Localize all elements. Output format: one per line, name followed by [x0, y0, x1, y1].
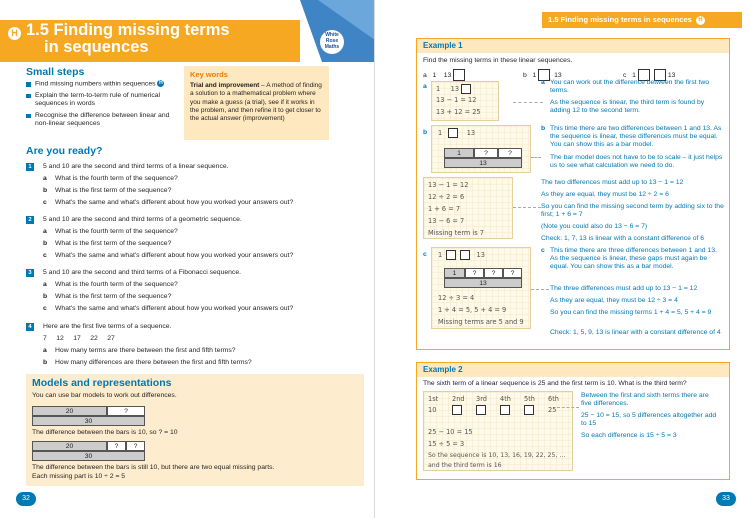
working-c: 1 13 1 ? ? ? 13 12 ÷ 3 = 4 1 + 4 = 5, 5 + 4 = 9 Missing terms are 5 and 9 — [431, 247, 531, 329]
example-2-intro: The sixth term of a linear sequence is 25 and the first term is 10. What is the third term? — [423, 380, 687, 387]
example-1-heading: Example 1 — [417, 39, 729, 53]
answer-box — [500, 405, 510, 415]
explain-b-2: The bar model does not have to be to scale – it just helps us to see what calculation we need to do. — [550, 154, 723, 169]
bar-model-1-bottom: 30 — [32, 416, 145, 426]
example-1-part-b: b 1 13 — [523, 69, 562, 81]
working-b-bar: 1 13 1 ? ? 13 — [431, 125, 531, 173]
question-3c: c What's the same and what's different about how you worked your answers out? — [43, 305, 294, 312]
bar-model-2-missing-2: ? — [126, 441, 145, 451]
page-spine — [374, 0, 375, 518]
explain-b-7: Check: 1, 7, 13 is linear with a constant difference of 6 — [541, 235, 705, 242]
question-1a: a What is the fourth term of the sequence? — [43, 175, 178, 182]
title-line-2: in sequences — [44, 38, 149, 56]
example-1-part-a: a 1 13 — [423, 69, 467, 81]
are-you-ready-heading: Are you ready? — [26, 145, 103, 157]
explain-b-1: This time there are two differences between 1 and 13. As the sequence is linear, these differences must be equal. You can show this as a bar model. — [550, 125, 722, 148]
explain-c-2: The three differences must add up to 13 − 1 = 12 — [550, 285, 698, 292]
question-2a: a What is the fourth term of the sequence? — [43, 228, 178, 235]
explain-b-4: As they are equal, they must be 12 ÷ 2 = 6 — [541, 191, 669, 198]
question-1c: c What's the same and what's different about how you worked your answers out? — [43, 199, 294, 206]
answer-box — [460, 250, 470, 260]
answer-box — [476, 405, 486, 415]
explain-b-6: (Note you could also do 13 − 6 = 7) — [541, 223, 648, 230]
models-text-1: The difference between the bars is 10, so ? = 10 — [32, 429, 178, 436]
answer-box — [452, 405, 462, 415]
example-1-part-c: c 1 13 — [623, 69, 675, 81]
explain-c-4: So you can find the missing terms 1 + 4 = 5, 5 + 4 = 9 — [550, 309, 712, 316]
models-heading: Models and representations — [32, 377, 172, 389]
answer-box — [524, 405, 534, 415]
bar-model-2-missing-1: ? — [107, 441, 126, 451]
small-steps-list — [26, 80, 181, 132]
answer-box — [461, 84, 471, 94]
white-rose-logo: White Rose Maths — [320, 30, 344, 54]
answer-box — [448, 128, 458, 138]
bar-model-1-top: 20 — [32, 406, 107, 416]
key-words-definition: Trial and improvement – A method of finding a solution to a mathematical problem where you make a guess (a trial), see if it works in the problem, and then refine it to get closer to the actual answer (improvement) — [190, 82, 322, 123]
question-4b: b How many differences are there between the first and fifth terms? — [43, 359, 252, 366]
answer-box — [453, 69, 465, 81]
example-1-box: Example 1 Find the missing terms in these linear sequences. a 1 13 b 1 13 c 1 13 a 1 13 13 − 1 = 12 13 + 12 = 25 a You can work out the difference between the first two terms. As the sequence is linear, the third term is found by adding 12 to the second term. b 1 13 1 ? ? 13 b This time there are two differences between 1 and 13. As the sequence is linear, these differences must be equal. You can show this as a bar model. The bar model does not have to be to scale – it just helps us to see what calculation we need to do. 13 − 1 = 12 12 ÷ 2 = 6 1 + 6 = 7 13 − 6 = 7 Missing term is 7 The two differences must add up to 13 − 1 = 12 As they are equal, they must be 12 ÷ 2 = 6 So you can find the missing second term by adding six to the first; 1 + 6 = 7 (Note you could also do 13 − 6 = 7) Check: 1, 7, 13 is linear with a constant difference of 6 c 1 13 1 ? ? ? 13 12 ÷ 3 = 4 1 + 4 = 5, 5 + 4 = 9 Missing terms are 5 and 9 c This time there are three differences between 1 and 13. As the sequence is linear, these gaps must again be equal. You can show this as a bar model. The three differences must add up to 13 − 1 = 12 As they are equal, they must be 12 ÷ 3 = 4 So you can find the missing terms 1 + 4 = 5, 5 + 4 = 9 Check: 1, 5, 9, 13 is linear with a constant difference of 4 — [416, 38, 730, 350]
question-2c: c What's the same and what's different about how you worked your answers out? — [43, 252, 294, 259]
explain-c-1: This time there are three differences between 1 and 13. As the sequence is linear, these gaps must again be equal. You can show this as a bar model. — [550, 247, 717, 270]
models-text-2: The difference between the bars is still 10, but there are two equal missing parts. — [32, 464, 275, 471]
question-3b: b What is the first term of the sequence? — [43, 293, 172, 300]
page-number-right: 33 — [716, 492, 736, 506]
explain-a-1: You can work out the difference between the first two terms. — [550, 79, 710, 94]
explain-2-1: Between the first and sixth terms there are five differences. — [581, 392, 709, 407]
key-words-box — [184, 66, 329, 140]
question-2b: b What is the first term of the sequence? — [43, 240, 172, 247]
models-representations-box — [26, 374, 364, 486]
left-page: H 1.5 Finding missing terms in sequences White Rose Maths Small steps Find missing numbers within sequences H Explain the term-to-term rule of numerical sequences in words Recognise the difference between linear and non-linear sequences Key words Trial and improvement – A method of finding a solution to a mathematical problem where you make a guess (a trial), see if it works in the problem, and then refine it to get closer to the actual answer (improvement) Are you ready? 1 5 and 10 are the second and third terms of a linear sequence. a What is the fourth term of the sequence? b What is the first term of the sequence? c What's the same and what's different about how you worked your answers out? 2 5 and 10 are the second and third terms of a geometric sequence. a What is the fourth term of the sequence? b What is the first term of the sequence? c What's the same and what's different about how you worked your answers out? 3 5 and 10 are the second and third terms of a Fibonacci sequence. a What is the fourth term of the sequence? b What is the first term of the sequence? c What's the same and what's different about how you worked your answers out? 4 Here are the first five terms of a sequence. 7 12 17 22 27 a How many terms are there between the first and fifth terms? b How many differences are there between the first and fifth terms? Models and representations You can use bar models to work out differences. 20 ? 30 The difference between the bars is 10, so ? = 10 20 ? ? 30 The difference between the bars is still 10, but there are two equal missing parts. Each missing part is 10 ÷ 2 = 5 32 — [0, 0, 375, 518]
working-b-calc: 13 − 1 = 12 12 ÷ 2 = 6 1 + 6 = 7 13 − 6 = 7 Missing term is 7 — [423, 177, 513, 239]
answer-box — [446, 250, 456, 260]
explain-c-3: As they are equal, they must be 12 ÷ 3 = 4 — [550, 297, 678, 304]
models-intro: You can use bar models to work out differences. — [32, 392, 177, 399]
question-3a: a What is the fourth term of the sequence? — [43, 281, 178, 288]
bar-model-1-missing: ? — [107, 406, 145, 416]
question-4-sequence: 7 12 17 22 27 — [43, 335, 115, 342]
example-2-box — [416, 362, 730, 480]
explain-a-2: As the sequence is linear, the third term is found by adding 12 to the second term. — [550, 99, 705, 114]
question-4a: a How many terms are there between the first and fifth terms? — [43, 347, 236, 354]
working-a: 1 13 13 − 1 = 12 13 + 12 = 25 — [431, 81, 499, 121]
example-1-intro: Find the missing terms in these linear sequences. — [423, 57, 573, 64]
page-number-left: 32 — [16, 492, 36, 506]
title-line-1: 1.5 Finding missing terms — [26, 21, 230, 39]
section-banner: 1.5 Finding missing terms in sequences H — [542, 12, 742, 28]
working-example-2: 1st 2nd 3rd 4th 5th 6th 10 25 25 − 10 = 15 15 ÷ 5 = 3 So the sequence is 10, 13, 16, 19, 22, 25, … and the third term is 16 — [423, 391, 573, 471]
bar-model-2-top: 20 — [32, 441, 107, 451]
question-1b: b What is the first term of the sequence? — [43, 187, 172, 194]
example-2-heading: Example 2 — [417, 363, 729, 377]
small-step-item: Recognise the difference between linear and non-linear sequences — [26, 112, 181, 129]
higher-badge: H — [8, 27, 21, 40]
higher-icon: H — [696, 16, 705, 25]
bar-model-2-bottom: 30 — [32, 451, 145, 461]
higher-icon: H — [159, 80, 163, 86]
small-step-item: Explain the term-to-term rule of numerical sequences in words — [26, 92, 181, 109]
explain-c-5: Check: 1, 5, 9, 13 is linear with a constant difference of 4 — [550, 329, 721, 336]
explain-2-3: So each difference is 15 ÷ 5 = 3 — [581, 432, 677, 439]
small-steps-heading: Small steps — [26, 66, 85, 78]
small-step-item: Find missing numbers within sequences H — [26, 80, 181, 89]
models-text-3: Each missing part is 10 ÷ 2 = 5 — [32, 473, 126, 480]
explain-2-2: 25 − 10 = 15, so 5 differences altogether add to 15 — [581, 412, 717, 427]
explain-b-3: The two differences must add up to 13 − 1 = 12 — [541, 179, 684, 186]
page-title — [26, 22, 286, 56]
explain-b-5: So you can find the missing second term by adding six to the first; 1 + 6 = 7 — [541, 203, 724, 218]
key-words-heading: Key words — [190, 70, 228, 79]
